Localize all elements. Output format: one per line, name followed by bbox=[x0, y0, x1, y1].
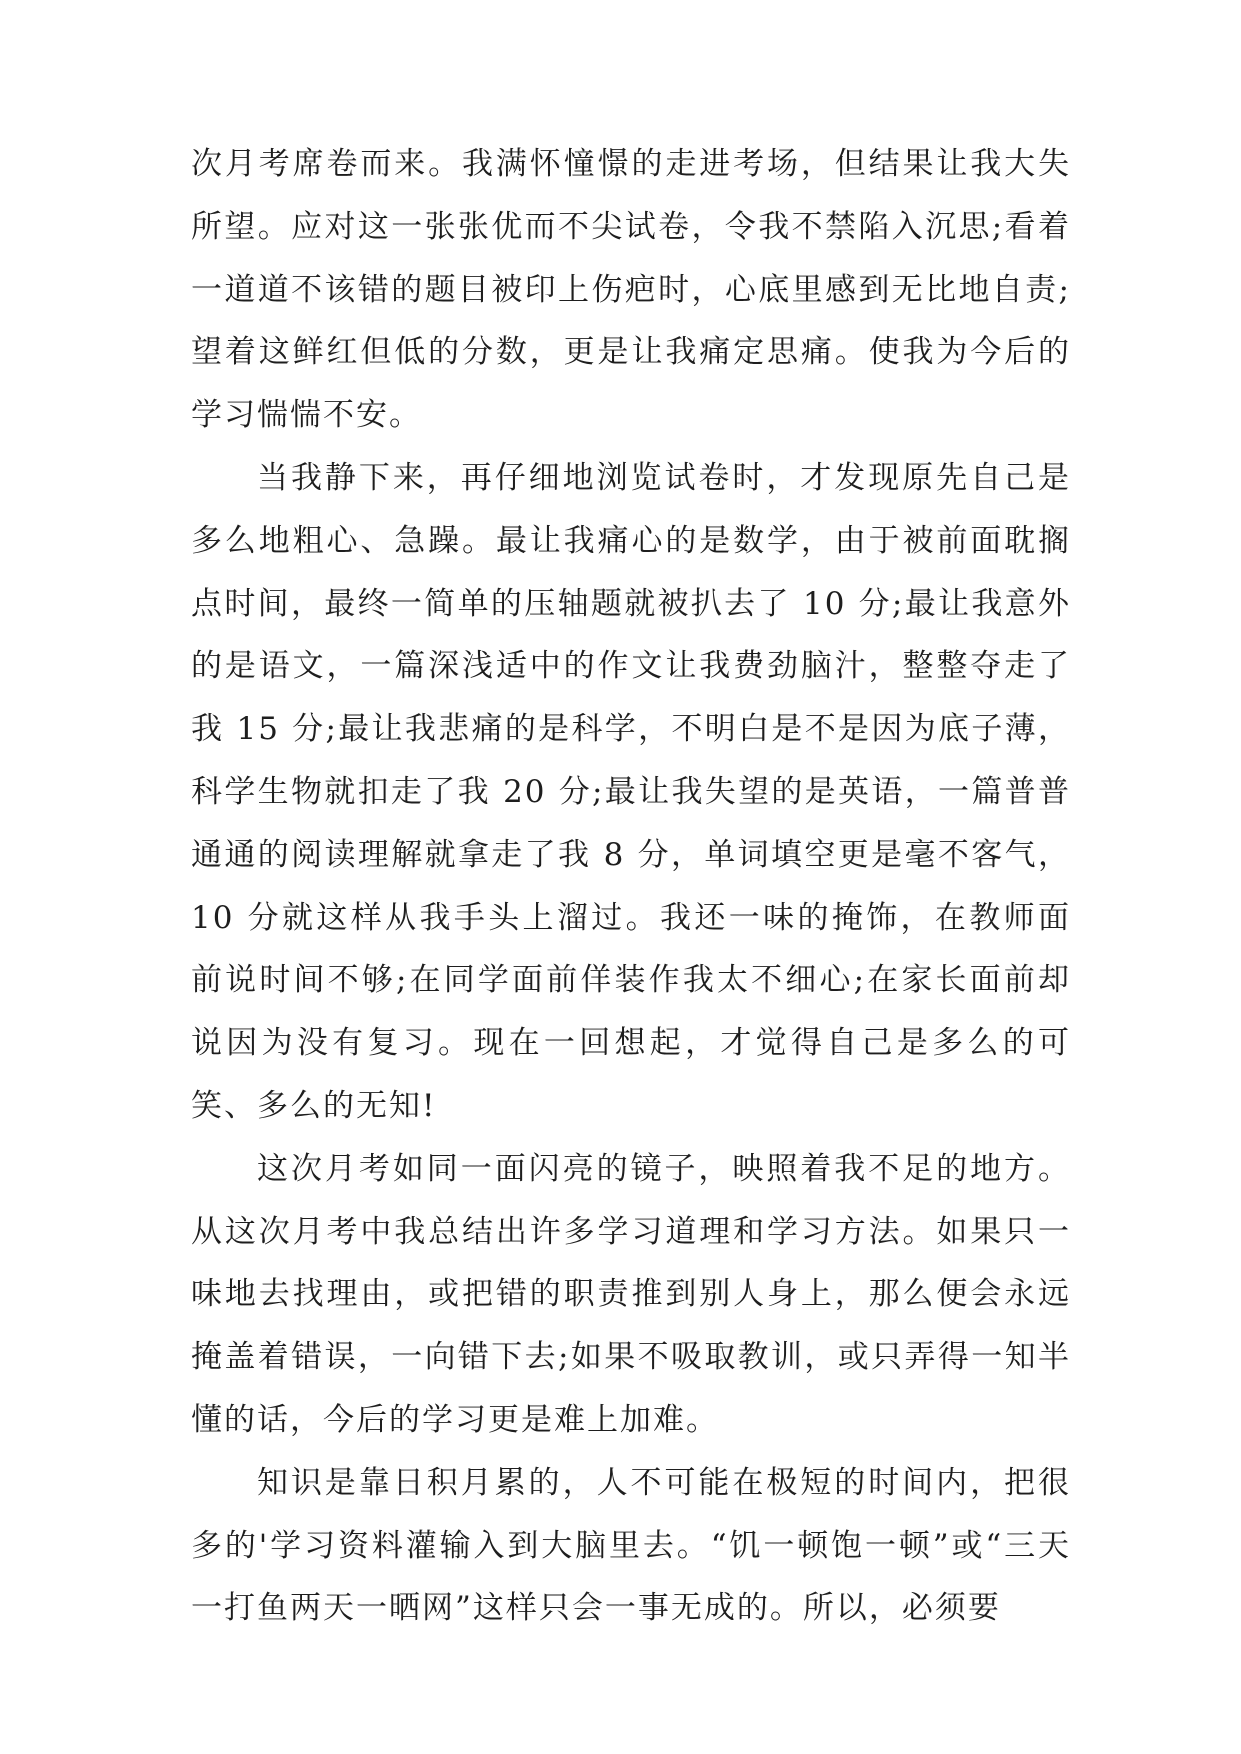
paragraph-1: 次月考席卷而来。我满怀憧憬的走进考场，但结果让我大失所望。应对这一张张优而不尖试卷，令我不禁陷入沉思;看着一道道不该错的题目被印上伤疤时，心底里感到无比地自责;望着这鲜红但低的分数，更是让我痛定思痛。使我为今后的学习惴惴不安。 bbox=[191, 146, 1071, 434]
document-page bbox=[191, 133, 1071, 1640]
paragraph-4: 知识是靠日积月累的，人不可能在极短的时间内，把很多的'学习资料灌输入到大脑里去。“饥一顿饱一顿”或“三天一打鱼两天一晒网”这样只会一事无成的。所以，必须要 bbox=[191, 1464, 1071, 1627]
paragraph-3: 这次月考如同一面闪亮的镜子，映照着我不足的地方。从这次月考中我总结出许多学习道理和学习方法。如果只一味地去找理由，或把错的职责推到别人身上，那么便会永远掩盖着错误，一向错下去;如果不吸取教训，或只弄得一知半懂的话，今后的学习更是难上加难。 bbox=[191, 1150, 1071, 1438]
paragraph-2: 当我静下来，再仔细地浏览试卷时，才发现原先自己是多么地粗心、急躁。最让我痛心的是数学，由于被前面耽搁点时间，最终一简单的压轴题就被扒去了 10 分;最让我意外的是语文，一篇深浅适中的作文让我费劲脑汁，整整夺走了我 15 分;最让我悲痛的是科学，不明白是不是因为底子薄，科学生物就扣走了我 20 分;最让我失望的是英语，一篇普普通通的阅读理解就拿走了我 8 分，单词填空更是毫不客气，10 分就这样从我手头上溜过。我还一味的掩饰，在教师面前说时间不够;在同学面前佯装作我太不细心;在家长面前却说因为没有复习。现在一回想起，才觉得自己是多么的可笑、多么的无知! bbox=[191, 459, 1071, 1124]
